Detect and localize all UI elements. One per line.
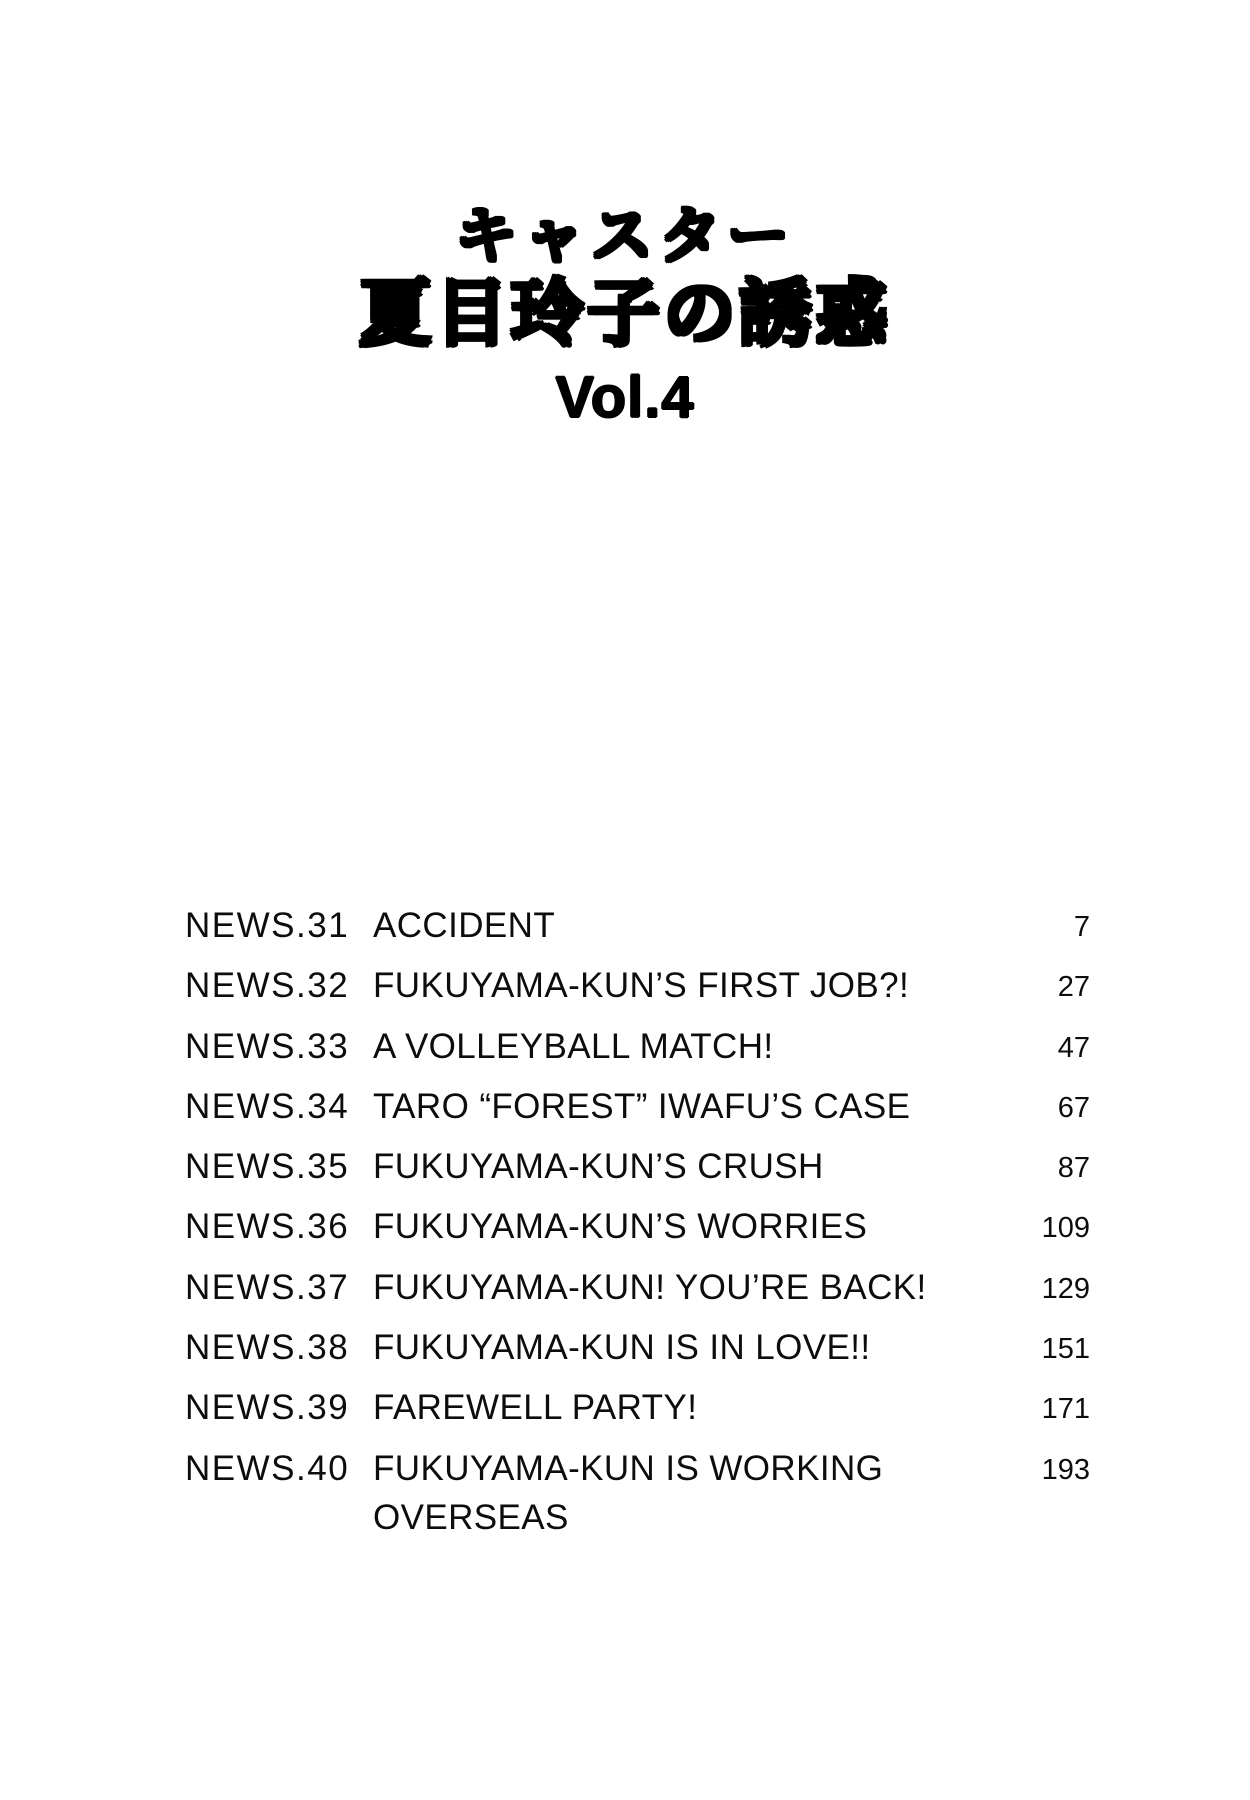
toc-entry-title [373,965,1020,1006]
toc-entry-title [373,1448,1020,1539]
title-block [0,199,1250,431]
toc-entry-number: NEWS.32 [185,966,350,1006]
toc-entry-title-text-line2: OVERSEAS [373,1497,569,1537]
toc-entry-title-text: FAREWELL PARTY! [373,1388,698,1428]
toc-entry-title-text: FUKUYAMA-KUN’S CRUSH [373,1147,824,1187]
toc-entry-page: 67 [1057,1091,1090,1124]
toc-entry-page: 109 [1041,1212,1090,1245]
title-japanese-line-1: キャスター [454,199,795,272]
toc-entry-number: NEWS.33 [185,1026,350,1066]
toc-entry-page: 171 [1041,1393,1090,1426]
toc-entry-title [373,1146,1020,1187]
toc-entry-number: NEWS.36 [185,1207,350,1247]
toc-entry-page: 87 [1057,1152,1090,1185]
toc-entry-number: NEWS.37 [185,1267,350,1307]
title-japanese-line-2: 夏目玲子の誘惑 [358,271,891,355]
toc-entry [185,1206,1090,1247]
toc-entry-number: NEWS.40 [185,1448,350,1488]
toc-entry-title-text: TARO “FOREST” IWAFU’S CASE [373,1086,911,1126]
toc-entry-title-text: A VOLLEYBALL MATCH! [373,1026,774,1066]
toc-entry [185,1267,1090,1308]
toc-entry-page: 27 [1057,971,1090,1004]
toc-entry-title [373,1327,1020,1368]
toc-entry [185,965,1090,1006]
toc-entry-title-text: ACCIDENT [373,906,556,945]
toc-entry [185,905,1090,946]
toc-entry [185,1146,1090,1187]
toc-entry-page: 47 [1057,1031,1090,1064]
toc-entry-page: 7 [1073,911,1090,943]
toc-entry-number: NEWS.34 [185,1086,350,1126]
toc-entry-title-text: FUKUYAMA-KUN’S FIRST JOB?! [373,966,910,1006]
toc-entry-number: NEWS.31 [185,906,350,945]
toc-entry-title [373,1387,1020,1428]
toc-entry-title [373,1086,1020,1127]
toc-entry [185,1026,1090,1067]
table-of-contents [185,905,1090,1557]
toc-entry [185,1387,1090,1428]
toc-entry-number: NEWS.39 [185,1388,350,1428]
toc-entry [185,1448,1090,1539]
toc-entry-page: 193 [1041,1453,1090,1486]
toc-entry [185,1086,1090,1127]
toc-entry-title [373,1206,1020,1247]
toc-entry-title [373,1267,1020,1308]
toc-entry-page: 151 [1041,1333,1090,1366]
toc-entry-title-text: FUKUYAMA-KUN’S WORRIES [373,1207,868,1247]
toc-entry-title [373,1026,1020,1067]
toc-entry-title-text: FUKUYAMA-KUN IS IN LOVE!! [373,1328,871,1368]
title-volume: Vol.4 [555,364,695,430]
toc-entry-number: NEWS.35 [185,1147,350,1187]
toc-entry [185,1327,1090,1368]
toc-entry-title-text: FUKUYAMA-KUN IS WORKING [373,1448,884,1488]
toc-entry-page: 129 [1041,1272,1090,1305]
toc-entry-number: NEWS.38 [185,1328,350,1368]
toc-entry-title-text: FUKUYAMA-KUN! YOU’RE BACK! [373,1267,927,1307]
toc-entry-title [373,905,1020,946]
